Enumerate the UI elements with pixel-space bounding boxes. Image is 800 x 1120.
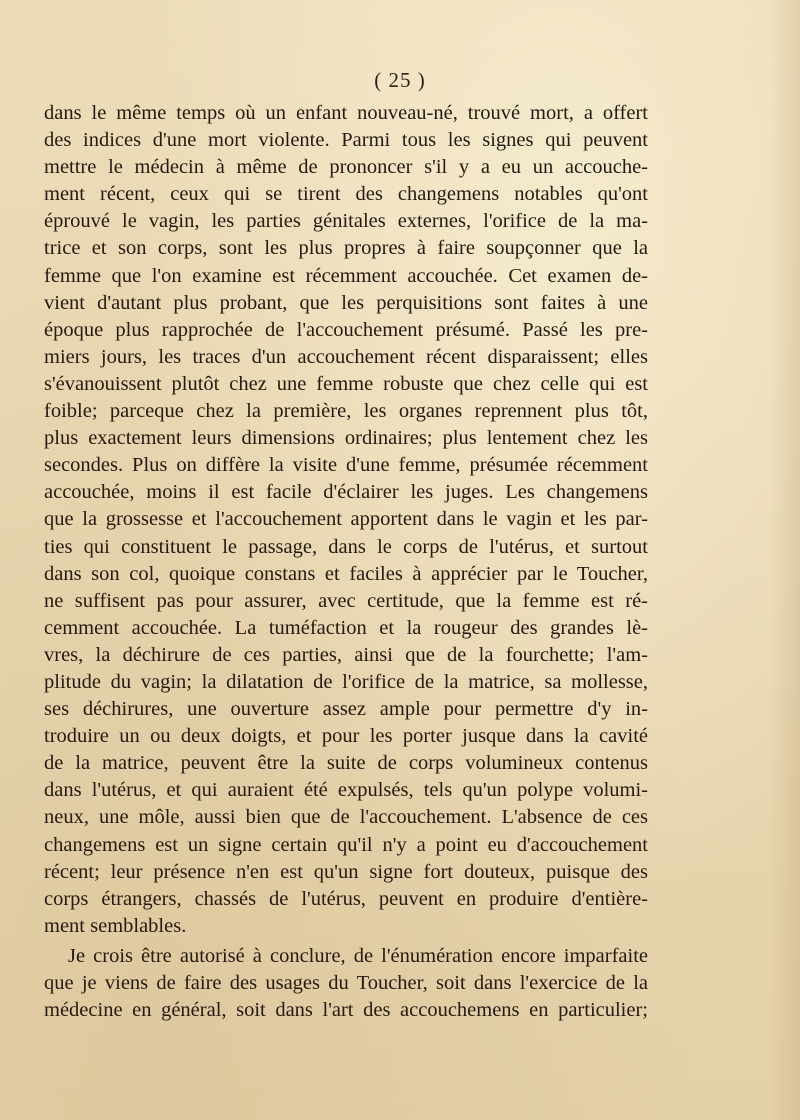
text-line: miers jours, les traces d'un accouchement récent disparaissent; elles: [44, 345, 648, 368]
text-line: neux, une môle, aussi bien que de l'accouchement. L'absence de ces: [44, 806, 648, 829]
text-line: accouchée, moins il est facile d'éclairer les juges. Les changemens: [44, 481, 648, 504]
text-line: que la grossesse et l'accouchement apportent dans le vagin et les par-: [44, 508, 648, 531]
text-line: vient d'autant plus probant, que les perquisitions sont faites à une: [44, 291, 648, 314]
text-line: vres, la déchirure de ces parties, ainsi que de la fourchette; l'am-: [44, 643, 648, 666]
text-line: cemment accouchée. La tuméfaction et la rougeur des grandes lè-: [44, 616, 648, 639]
text-line: récent; leur présence n'en est qu'un signe fort douteux, puisque des: [44, 860, 648, 883]
page-edge-shadow: [770, 0, 800, 1120]
text-line: médecine en général, soit dans l'art des accouchemens en particulier;: [44, 999, 648, 1022]
text-line: éprouvé le vagin, les parties génitales externes, l'orifice de la ma-: [44, 210, 648, 233]
text-line: Je crois être autorisé à conclure, de l'énumération encore imparfaite: [68, 945, 648, 967]
text-line: époque plus rapprochée de l'accouchement présumé. Passé les pre-: [44, 318, 648, 341]
text-line: foible; parceque chez la première, les organes reprennent plus tôt,: [44, 400, 648, 423]
text-line: dans l'utérus, et qui auraient été expulsés, tels qu'un polype volumi-: [44, 779, 648, 802]
text-line: ties qui constituent le passage, dans le corps de l'utérus, et surtout: [44, 535, 648, 558]
text-line: dans son col, quoique constans et faciles à apprécier par le Toucher,: [44, 562, 648, 585]
text-line: changemens est un signe certain qu'il n'y a point eu d'accouchement: [44, 833, 648, 856]
text-line: que je viens de faire des usages du Toucher, soit dans l'exercice de la: [44, 972, 648, 995]
paragraph-1: [44, 100, 648, 940]
paragraph-2: [44, 943, 648, 1024]
text-line: dans le même temps où un enfant nouveau-né, trouvé mort, a offert: [44, 102, 648, 124]
text-line: des indices d'une mort violente. Parmi tous les signes qui peuvent: [44, 129, 648, 152]
page-number: ( 25 ): [374, 68, 426, 92]
text-line: plus exactement leurs dimensions ordinaires; plus lentement chez les: [44, 427, 648, 450]
text-line: s'évanouissent plutôt chez une femme robuste que chez celle qui est: [44, 372, 648, 395]
text-line: de la matrice, peuvent être la suite de corps volumineux contenus: [44, 752, 648, 775]
text-line: ment récent, ceux qui se tirent des changemens notables qu'ont: [44, 183, 648, 206]
text-line: ne suffisent pas pour assurer, avec certitude, que la femme est ré-: [44, 589, 648, 612]
text-line: ses déchirures, une ouverture assez ample pour permettre d'y in-: [44, 698, 648, 721]
text-line: troduire un ou deux doigts, et pour les porter jusque dans la cavité: [44, 725, 648, 748]
text-line: plitude du vagin; la dilatation de l'orifice de la matrice, sa mollesse,: [44, 670, 648, 693]
text-line: mettre le médecin à même de prononcer s'il y a eu un accouche-: [44, 156, 648, 179]
text-line: corps étrangers, chassés de l'utérus, peuvent en produire d'entière-: [44, 887, 648, 910]
text-line: femme que l'on examine est récemment accouchée. Cet examen de-: [44, 264, 648, 287]
text-line: ment semblables.: [44, 914, 187, 937]
text-line: trice et son corps, sont les plus propres à faire soupçonner que la: [44, 237, 648, 260]
text-line: secondes. Plus on diffère la visite d'une femme, présumée récemment: [44, 454, 648, 477]
